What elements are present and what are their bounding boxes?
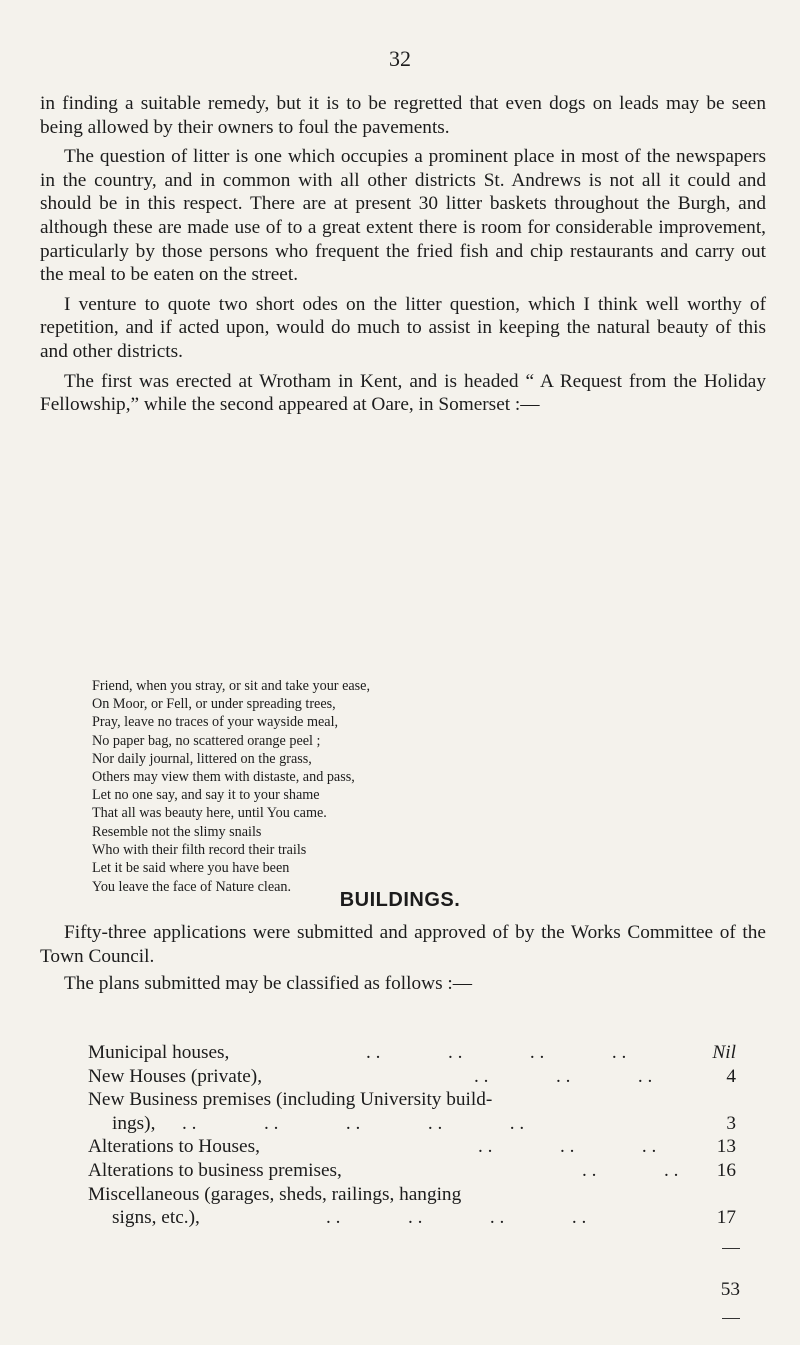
list-item bbox=[88, 1065, 736, 1089]
paragraph: I venture to quote two short odes on the litter question, which I think well worthy of repetition, and if acted upon, would do much to assist in keeping the natural beauty of this and other districts. bbox=[40, 293, 766, 362]
poem-line: You leave the face of Nature clean. bbox=[92, 878, 292, 895]
list-item bbox=[88, 1135, 736, 1159]
poem-line: Let no one say, and say it to your shame bbox=[92, 787, 320, 804]
item-label: Municipal houses, bbox=[88, 1042, 230, 1063]
paragraph: The question of litter is one which occupies a prominent place in most of the newspapers in the country, and in common with all other districts St. Andrews is not all it could and should be in this respect. There are at present 30 litter baskets throughout the Burgh, and although these are made use of to a great extent there is room for considerable improvement, particularly by those persons who frequent the fried fish and chip restaurants and carry out the meal to be eaten on the street. bbox=[40, 146, 766, 286]
item-value: 4 bbox=[726, 1065, 736, 1087]
item-label: Miscellaneous (garages, sheds, railings, hanging bbox=[88, 1183, 462, 1205]
poem-line: Friend, when you stray, or sit and take your ease, bbox=[92, 678, 371, 694]
poem-wrotham bbox=[92, 677, 692, 823]
paragraph: The plans submitted may be classified as follows :— bbox=[64, 973, 473, 995]
leader-dots: . . . . bbox=[582, 1159, 679, 1181]
poem-line: Nor daily journal, littered on the grass, bbox=[92, 750, 312, 767]
item-label: Alterations to Houses, bbox=[88, 1136, 260, 1158]
list-item bbox=[88, 1041, 736, 1065]
list-item bbox=[88, 1112, 736, 1136]
leader-dots: . . . . . . . . bbox=[366, 1042, 627, 1063]
item-label: Alterations to business premises, bbox=[88, 1159, 342, 1181]
leader-dots: . . . . . . . . . . bbox=[182, 1112, 525, 1134]
poem-oare bbox=[92, 823, 692, 896]
paragraph: The first was erected at Wrotham in Kent, and is headed “ A Request from the Holiday Fellowship,” while the second appeared at Oare, in Somerset :— bbox=[40, 370, 766, 416]
poem-line: No paper bag, no scattered orange peel ; bbox=[92, 732, 321, 749]
item-label: New Business premises (including University build- bbox=[88, 1089, 493, 1111]
list-item bbox=[88, 1206, 736, 1230]
leader-dots: . . . . . . bbox=[478, 1136, 657, 1158]
list-item bbox=[88, 1183, 736, 1207]
item-label: New Houses (private), bbox=[88, 1065, 263, 1087]
section-heading: BUILDINGS. bbox=[339, 889, 461, 911]
leader-dots: . . . . . . bbox=[474, 1065, 653, 1087]
item-value: Nil bbox=[712, 1042, 736, 1063]
body-text bbox=[40, 92, 766, 423]
buildings-text bbox=[40, 921, 766, 1000]
poem-line: Others may view them with distaste, and pass, bbox=[92, 769, 355, 786]
leader-dots: . . . . . . . . bbox=[326, 1207, 587, 1229]
item-value: 16 bbox=[716, 1159, 736, 1181]
total-rule-top bbox=[722, 1248, 740, 1249]
item-value: 3 bbox=[726, 1112, 736, 1134]
item-label: signs, etc.), bbox=[112, 1207, 200, 1229]
poem-line: On Moor, or Fell, or under spreading trees, bbox=[92, 696, 336, 713]
paragraph: Fifty-three applications were submitted and approved of by the Works Committee of the Town Council. bbox=[40, 922, 766, 967]
item-value: 13 bbox=[716, 1136, 736, 1158]
poem-line: That all was beauty here, until You came. bbox=[92, 805, 327, 822]
poem-line: Let it be said where you have been bbox=[92, 860, 290, 877]
poem-line: Who with their filth record their trails bbox=[92, 842, 307, 859]
list-item bbox=[88, 1088, 736, 1112]
item-value: 17 bbox=[716, 1207, 736, 1229]
total-value: 53 bbox=[720, 1279, 740, 1300]
page-number: 32 bbox=[389, 46, 411, 71]
paragraph: in finding a suitable remedy, but it is to be regretted that even dogs on leads may be seen being allowed by their owners to foul the pavements. bbox=[40, 93, 766, 138]
total-rule-bottom bbox=[722, 1318, 740, 1319]
classification-list bbox=[88, 1041, 736, 1230]
poem-line: Resemble not the slimy snails bbox=[92, 824, 262, 840]
list-item bbox=[88, 1159, 736, 1183]
item-label: ings), bbox=[112, 1112, 156, 1134]
poem-line: Pray, leave no traces of your wayside meal, bbox=[92, 714, 339, 731]
